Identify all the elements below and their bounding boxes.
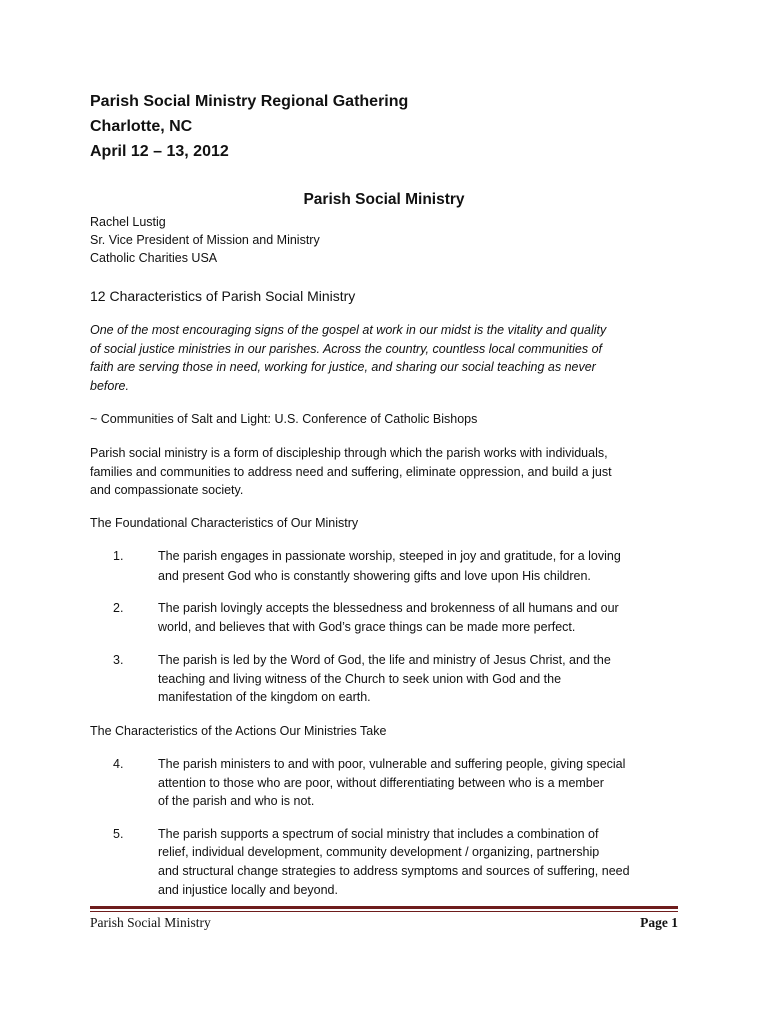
paragraph-line: families and communities to address need and suffering, eliminate oppression, and build a just: [90, 465, 612, 479]
quote-line: before.: [90, 379, 129, 393]
header-event-title: Parish Social Ministry Regional Gathering: [90, 93, 409, 110]
list-item-line: attention to those who are poor, without differentiating between who is a member: [158, 776, 604, 790]
list-item-line: and present God who is constantly showering gifts and love upon His children.: [158, 569, 591, 583]
list-item-line: The parish ministers to and with poor, vulnerable and suffering people, giving special: [158, 757, 626, 771]
list-item-line: and injustice locally and beyond.: [158, 883, 338, 897]
section-title-foundational: The Foundational Characteristics of Our Ministry: [90, 516, 359, 530]
list-item-number: 5.: [113, 827, 124, 841]
author-name: Rachel Lustig: [90, 215, 166, 229]
document-heading: Parish Social Ministry: [303, 191, 465, 208]
list-item-line: relief, individual development, community development / organizing, partnership: [158, 845, 600, 859]
list-item-line: and structural change strategies to address symptoms and sources of suffering, need: [158, 864, 630, 878]
footer-rule-thick: [90, 906, 678, 909]
list-item-line: The parish supports a spectrum of social ministry that includes a combination of: [158, 827, 599, 841]
paragraph-line: and compassionate society.: [90, 483, 244, 497]
paragraph-line: Parish social ministry is a form of discipleship through which the parish works with individuals,: [90, 446, 608, 460]
list-item-line: teaching and living witness of the Church to seek union with God and the: [158, 672, 562, 686]
list-item-line: world, and believes that with God’s grace things can be made more perfect.: [158, 620, 576, 634]
quote-citation: ~ Communities of Salt and Light: U.S. Conference of Catholic Bishops: [90, 412, 478, 426]
list-item-line: of the parish and who is not.: [158, 794, 315, 808]
quote-line: One of the most encouraging signs of the gospel at work in our midst is the vitality and quality: [90, 323, 607, 337]
header-location: Charlotte, NC: [90, 118, 193, 135]
footer-rule-thin: [90, 911, 678, 912]
list-item-number: 3.: [113, 653, 124, 667]
list-item-line: The parish engages in passionate worship, steeped in joy and gratitude, for a loving: [158, 549, 621, 563]
author-organization: Catholic Charities USA: [90, 251, 218, 265]
section-title-actions: The Characteristics of the Actions Our Ministries Take: [90, 724, 387, 738]
list-item-line: The parish lovingly accepts the blessedness and brokenness of all humans and our: [158, 601, 619, 615]
quote-line: faith are serving those in need, working for justice, and sharing our social teaching as never: [90, 360, 596, 374]
header-date: April 12 – 13, 2012: [90, 143, 229, 160]
list-item-line: The parish is led by the Word of God, the life and ministry of Jesus Christ, and the: [158, 653, 611, 667]
author-title: Sr. Vice President of Mission and Ministry: [90, 233, 320, 247]
quote-line: of social justice ministries in our parishes. Across the country, countless local communities of: [90, 342, 603, 356]
footer-title: Parish Social Ministry: [90, 915, 211, 930]
list-item-line: manifestation of the kingdom on earth.: [158, 690, 371, 704]
page-number: Page 1: [640, 915, 678, 930]
list-item-number: 2.: [113, 601, 124, 615]
list-item-number: 4.: [113, 757, 124, 771]
list-item-number: 1.: [113, 549, 124, 563]
subheading: 12 Characteristics of Parish Social Ministry: [90, 288, 356, 304]
